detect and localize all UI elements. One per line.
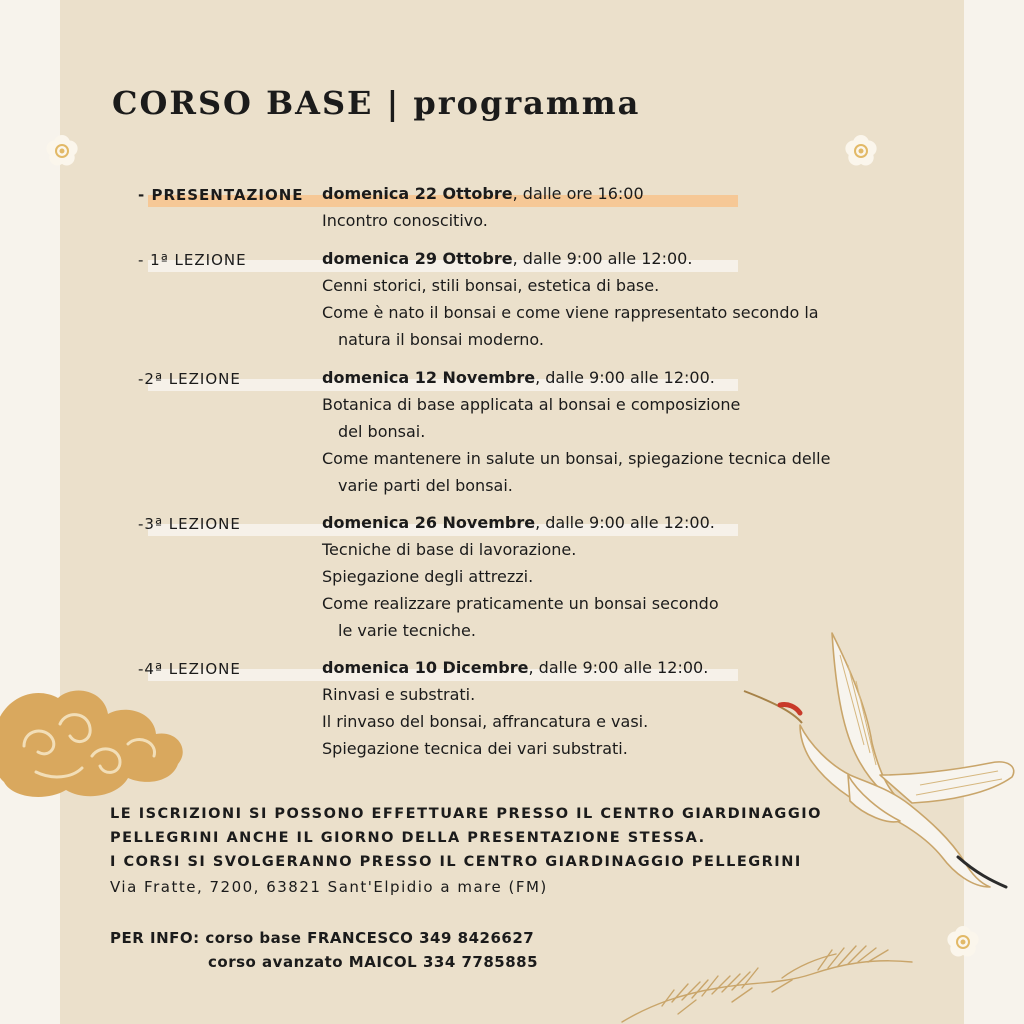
flower-icon	[945, 924, 981, 960]
session-description: le varie tecniche.	[338, 621, 476, 640]
flower-icon	[44, 133, 80, 169]
session-label: -3ª LEZIONE	[138, 515, 241, 533]
session-time: , dalle 9:00 alle 12:00.	[528, 658, 709, 677]
flower-icon	[843, 133, 879, 169]
session-description: del bonsai.	[338, 422, 426, 441]
session-date: domenica 29 Ottobre	[322, 249, 513, 268]
info-base-contact: corso base FRANCESCO 349 8426627	[205, 929, 535, 947]
session-time: , dalle 9:00 alle 12:00.	[512, 249, 693, 268]
session-label: - PRESENTAZIONE	[138, 186, 304, 204]
session-date: domenica 10 Dicembre	[322, 658, 529, 677]
info-base	[110, 929, 534, 947]
info-advanced-contact: corso avanzato MAICOL 334 7785885	[208, 953, 539, 971]
session-time: , dalle 9:00 alle 12:00.	[535, 368, 715, 387]
session-date: domenica 22 Ottobre	[322, 184, 513, 203]
session-date-line	[322, 513, 715, 532]
session-date-line	[322, 658, 708, 677]
session-time: , dalle ore 16:00	[512, 184, 644, 203]
session-description: Come è nato il bonsai e come viene rappresentato secondo la	[322, 303, 819, 322]
session-description: Come mantenere in salute un bonsai, spiegazione tecnica delle	[322, 449, 831, 468]
session-description: Il rinvaso del bonsai, affrancatura e vasi.	[322, 712, 649, 731]
session-label: -2ª LEZIONE	[138, 370, 241, 388]
session-description: Cenni storici, stili bonsai, estetica di base.	[322, 276, 660, 295]
location-note: I CORSI SI SVOLGERANNO PRESSO IL CENTRO GIARDINAGGIO PELLEGRINI	[110, 854, 802, 870]
session-label: - 1ª LEZIONE	[138, 251, 247, 269]
enrollment-note-1: LE ISCRIZIONI SI POSSONO EFFETTUARE PRESSO IL CENTRO GIARDINAGGIO	[110, 806, 822, 822]
session-description: Spiegazione tecnica dei vari substrati.	[322, 739, 628, 758]
enrollment-note-2: PELLEGRINI ANCHE IL GIORNO DELLA PRESENTAZIONE STESSA.	[110, 830, 706, 846]
cloud-icon	[0, 686, 188, 800]
session-date-line	[322, 184, 644, 203]
session-description: Tecniche di base di lavorazione.	[322, 540, 577, 559]
session-time: , dalle 9:00 alle 12:00.	[535, 513, 715, 532]
session-description: natura il bonsai moderno.	[338, 330, 544, 349]
address: Via Fratte, 7200, 63821 Sant'Elpidio a mare (FM)	[110, 878, 548, 896]
session-description: Come realizzare praticamente un bonsai secondo	[322, 594, 719, 613]
info-prefix: PER INFO:	[110, 929, 206, 947]
session-date: domenica 26 Novembre	[322, 513, 536, 532]
session-description: Rinvasi e substrati.	[322, 685, 476, 704]
session-label: -4ª LEZIONE	[138, 660, 241, 678]
session-description: Spiegazione degli attrezzi.	[322, 567, 534, 586]
session-date: domenica 12 Novembre	[322, 368, 536, 387]
page-title: CORSO BASE | programma	[112, 84, 641, 122]
session-description: Incontro conoscitivo.	[322, 211, 488, 230]
session-description: varie parti del bonsai.	[338, 476, 513, 495]
session-date-line	[322, 249, 692, 268]
session-description: Botanica di base applicata al bonsai e composizione	[322, 395, 741, 414]
session-date-line	[322, 368, 715, 387]
pine-illustration	[622, 944, 942, 1024]
